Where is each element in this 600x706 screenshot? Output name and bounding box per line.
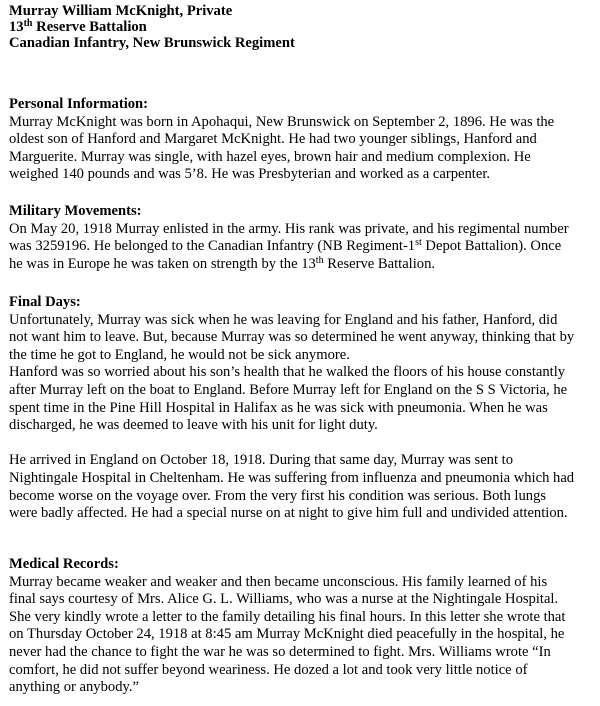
document-header [9,3,295,51]
medical-records-section [9,556,597,697]
battalion-ordinal: th [23,18,33,29]
paragraph-line [9,256,597,274]
paragraph-line: Marguerite. Murray was single, with hazel eyes, brown hair and medium complexion. He [9,148,531,165]
paragraph-line: not want him to leave. But, because Murray was so determined he went anyway, thinking that by [9,329,575,346]
paragraph-line: were badly affected. He had a special nurse on at night to give him full and undivided attention. [9,505,568,522]
final-days-heading: Final Days: [9,294,81,310]
paragraph-line: Murray McKnight was born in Apohaqui, New Brunswick on September 2, 1896. He was the [9,113,555,130]
final-days-section [9,294,597,523]
battalion-line [9,19,295,35]
paragraph-line: the time he got to England, he would not be sick anymore. [9,346,350,363]
soldier-name-title: Murray William McKnight, Private [9,3,233,19]
text-run: Depot Battalion). Once [421,238,562,255]
paragraph-line: after Murray left on the boat to England. Before Murray left for England on the S S Victoria, he [9,381,568,398]
paragraph-line: discharged, he was deemed to leave with his unit for light duty. [9,417,378,434]
paragraph-line: comfort, he did not suffer beyond weariness. He dozed a lot and took very little notice of [9,661,528,678]
text-run: he was in Europe he was taken on strength by the 13 [9,255,316,272]
ordinal-suffix: th [315,254,324,266]
text-run: Reserve Battalion. [323,255,436,272]
paragraph-line: spent time in the Pine Hill Hospital in Halifax as he was sick with pneumonia. When he was [9,399,548,416]
paragraph-line: Unfortunately, Murray was sick when he was leaving for England and his father, Hanford, did [9,311,558,328]
paragraph-line: oldest son of Hanford and Margaret McKnight. He had two younger siblings, Hanford and [9,131,537,148]
paragraph-line: Nightingale Hospital in Cheltenham. He was suffering from influenza and pneumonia which had [9,469,575,486]
paragraph-line: never had the chance to fight the war he was so determined to fight. Mrs. Williams wrote “In [9,643,551,660]
paragraph-line: on Thursday October 24, 1918 at 8:45 am Murray McKnight died peacefully in the hospital, he [9,626,565,643]
military-movements-heading: Military Movements: [9,203,142,219]
paragraph-line: Hanford was so worried about his son’s health that he walked the floors of his house constantly [9,364,566,381]
paragraph-line: Murray became weaker and weaker and then became unconscious. His family learned of his [9,573,548,590]
paragraph-line: become worse on the voyage over. From the very first his condition was serious. Both lungs [9,487,547,504]
medical-records-heading: Medical Records: [9,556,119,572]
battalion-name: Reserve Battalion [32,19,147,35]
personal-information-section [9,96,597,184]
paragraph-line: On May 20, 1918 Murray enlisted in the army. His rank was private, and his regimental number [9,220,569,237]
ordinal-suffix: st [415,237,422,249]
regiment-line: Canadian Infantry, New Brunswick Regiment [9,35,295,51]
paragraph-line: She very kindly wrote a letter to the family detailing his final hours. In this letter she wrote that [9,608,566,625]
paragraph-line: anything or anybody.” [9,679,139,696]
personal-information-heading: Personal Information: [9,96,149,112]
military-movements-section [9,203,597,273]
paragraph-line [9,238,597,256]
paragraph-line: final says courtesy of Mrs. Alice G. L. Williams, who was a nurse at the Nightingale Hospital. [9,591,559,608]
battalion-number: 13 [9,19,24,35]
text-run: was 3259196. He belonged to the Canadian Infantry (NB Regiment-1 [9,238,416,255]
paragraph-line: weighed 140 pounds and was 5’8. He was Presbyterian and worked as a carpenter. [9,166,491,183]
paragraph-line: He arrived in England on October 18, 1918. During that same day, Murray was sent to [9,452,514,469]
